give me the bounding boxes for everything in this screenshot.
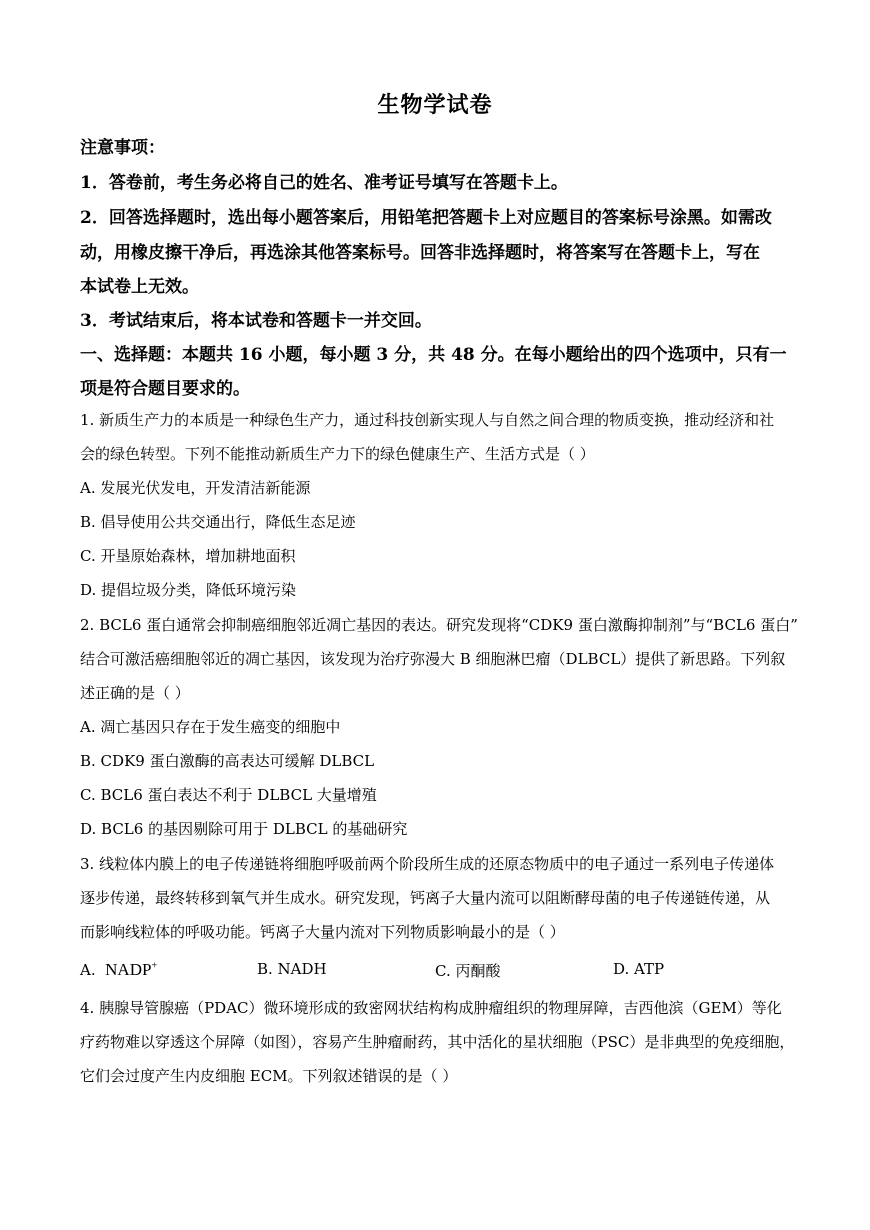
q1-option-d: D. 提倡垃圾分类，降低环境污染	[80, 581, 297, 599]
notice-item-2-line-3: 本试卷上无效。	[80, 277, 199, 297]
q1-stem-line-1: 1. 新质生产力的本质是一种绿色生产力，通过科技创新实现人与自然之间合理的物质变换，推动经济和社	[80, 411, 775, 429]
notice-heading: 注意事项：	[80, 138, 165, 158]
q3-option-b: B. NADH	[257, 960, 327, 978]
q2-option-d: D. BCL6 的基因剔除可用于 DLBCL 的基础研究	[80, 820, 408, 838]
q3-stem-line-3: 而影响线粒体的呼吸功能。钙离子大量内流对下列物质影响最小的是（ ）	[80, 923, 565, 941]
q3-option-d: D. ATP	[613, 960, 665, 978]
notice-item-3: 3．考试结束后，将本试卷和答题卡一并交回。	[80, 311, 432, 331]
q3-option-a-superscript: +	[151, 960, 158, 972]
q3-options	[80, 960, 800, 982]
q2-option-c: C. BCL6 蛋白表达不利于 DLBCL 大量增殖	[80, 786, 377, 804]
q3-option-a	[80, 960, 157, 980]
q2-stem-line-1: 2. BCL6 蛋白通常会抑制癌细胞邻近凋亡基因的表达。研究发现将“CDK9 蛋白激酶抑制剂”与“BCL6 蛋白”	[80, 616, 798, 634]
page-title: 生物学试卷	[377, 92, 493, 118]
q3-option-a-letter: A.	[80, 961, 96, 979]
q3-stem-line-1: 3. 线粒体内膜上的电子传递链将细胞呼吸前两个阶段所生成的还原态物质中的电子通过一系列电子传递体	[80, 855, 775, 873]
q1-stem-line-2: 会的绿色转型。下列不能推动新质生产力下的绿色健康生产、生活方式是（ ）	[80, 445, 595, 463]
q4-stem-line-1: 4. 胰腺导管腺癌（PDAC）微环境形成的致密网状结构构成肿瘤组织的物理屏障，吉西他滨（GEM）等化	[80, 999, 782, 1017]
section-heading-line-1: 一、选择题：本题共 16 小题，每小题 3 分，共 48 分。在每小题给出的四个选项中，只有一	[80, 345, 787, 365]
q2-stem-line-3: 述正确的是（ ）	[80, 684, 190, 702]
q1-option-c: C. 开垦原始森林，增加耕地面积	[80, 547, 296, 565]
q1-option-a: A. 发展光伏发电，开发清洁新能源	[80, 479, 311, 497]
q4-stem-line-2: 疗药物难以穿透这个屏障（如图），容易产生肿瘤耐药，其中活化的星状细胞（PSC）是非典型的免疫细胞，	[80, 1033, 795, 1051]
q2-option-b: B. CDK9 蛋白激酶的高表达可缓解 DLBCL	[80, 752, 375, 770]
q1-option-b: B. 倡导使用公共交通出行，降低生态足迹	[80, 513, 356, 531]
notice-item-2-line-1: 2．回答选择题时，选出每小题答案后，用铅笔把答题卡上对应题目的答案标号涂黑。如需改	[80, 208, 772, 228]
q3-option-c: C. 丙酮酸	[435, 962, 501, 980]
notice-item-2-line-2: 动，用橡皮擦干净后，再选涂其他答案标号。回答非选择题时，将答案写在答题卡上，写在	[80, 243, 760, 263]
notice-item-1: 1．答卷前，考生务必将自己的姓名、准考证号填写在答题卡上。	[80, 173, 568, 193]
q4-stem-line-3: 它们会过度产生内皮细胞 ECM。下列叙述错误的是（ ）	[80, 1067, 458, 1085]
q2-option-a: A. 凋亡基因只存在于发生癌变的细胞中	[80, 718, 341, 736]
section-heading-line-2: 项是符合题目要求的。	[80, 379, 250, 399]
q3-stem-line-2: 逐步传递，最终转移到氧气并生成水。研究发现，钙离子大量内流可以阻断酵母菌的电子传递链传递，从	[80, 889, 771, 907]
q2-stem-line-2: 结合可激活癌细胞邻近的凋亡基因，该发现为治疗弥漫大 B 细胞淋巴瘤（DLBCL）提供了新思路。下列叙	[80, 650, 786, 668]
q3-option-a-main: NADP	[105, 960, 152, 979]
q3-option-a-formula	[105, 960, 157, 979]
